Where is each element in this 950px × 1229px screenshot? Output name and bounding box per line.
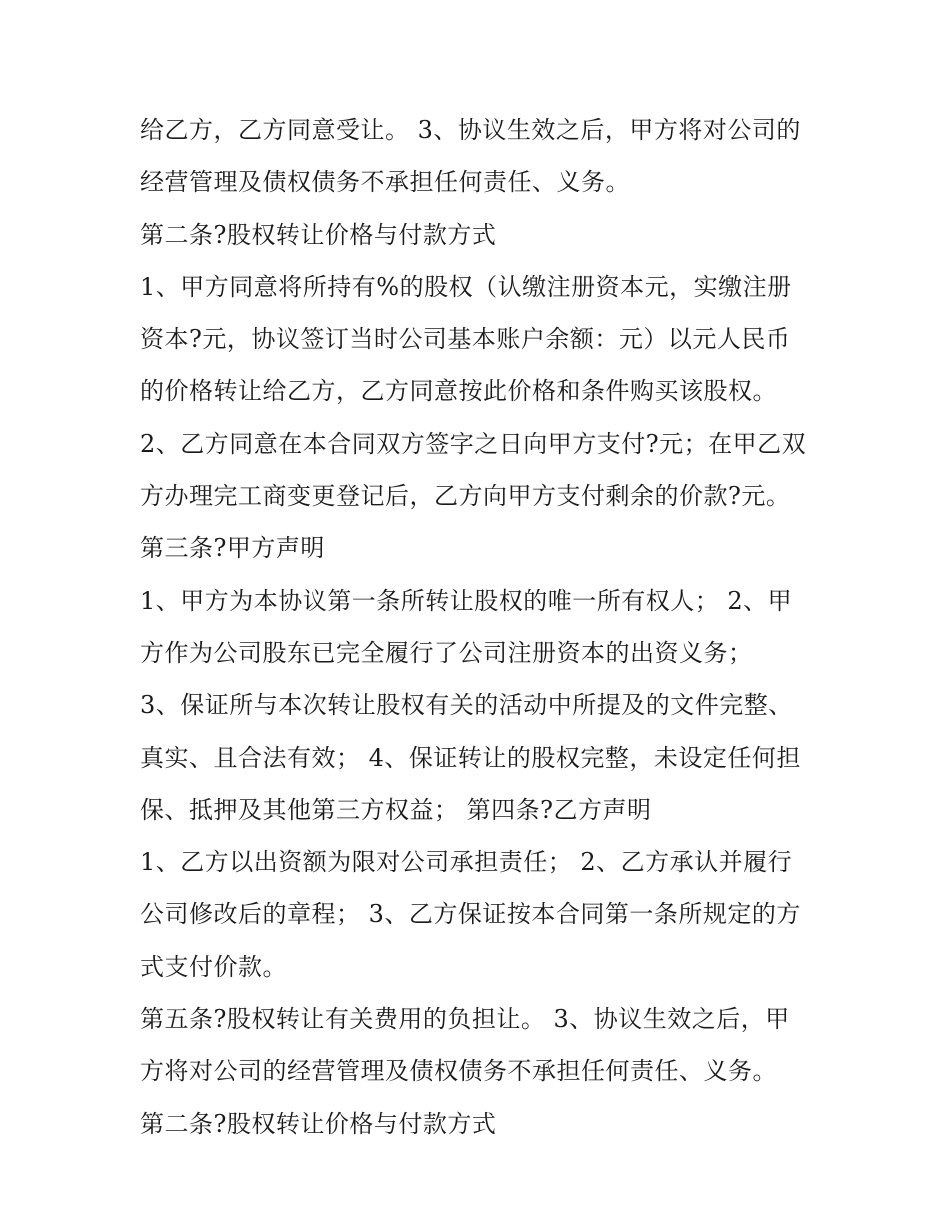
document-body <box>140 104 820 1150</box>
section-heading: 第三条?甲方声明 <box>140 534 325 563</box>
section-heading: 第二条?股权转让价格与付款方式 <box>140 1109 497 1138</box>
text-line: 给乙方，乙方同意受让。 3、协议生效之后，甲方将对公司的 <box>140 116 801 144</box>
text-line: 1、甲方为本协议第一条所转让股权的唯一所有权人； 2、甲 <box>140 586 793 615</box>
text-line: 式支付价款。 <box>140 952 287 981</box>
text-line: 1、乙方以出资额为限对公司承担责任； 2、乙方承认并履行 <box>140 848 793 877</box>
text-line: 公司修改后的章程； 3、乙方保证按本合同第一条所规定的方 <box>140 900 801 929</box>
text-line: 方作为公司股东已完全履行了公司注册资本的出资义务； <box>140 638 753 667</box>
text-line: 2、乙方同意在本合同双方签字之日向甲方支付?元；在甲乙双 <box>140 429 807 458</box>
text-line: 资本?元，协议签订当时公司基本账户余额：元）以元人民币 <box>140 325 791 354</box>
section-heading: 第五条?股权转让有关费用的负担让。 3、协议生效之后，甲 <box>140 1005 790 1034</box>
text-line: 1、甲方同意将所持有%的股权（认缴注册资本元，实缴注册 <box>140 272 792 301</box>
text-line: 经营管理及债权债务不承担任何责任、义务。 <box>140 168 630 197</box>
text-line: 保、抵押及其他第三方权益； 第四条?乙方声明 <box>140 795 652 824</box>
text-line: 的价格转让给乙方，乙方同意按此价格和条件购买该股权。 <box>140 377 777 406</box>
text-line: 方办理完工商变更登记后，乙方向甲方支付剩余的价款?元。 <box>140 482 791 511</box>
section-heading: 第二条?股权转让价格与付款方式 <box>140 220 497 249</box>
text-line: 3、保证所与本次转让股权有关的活动中所提及的文件完整、 <box>140 691 793 720</box>
text-line: 真实、且合法有效； 4、保证转让的股权完整，未设定任何担 <box>140 743 801 772</box>
text-line: 方将对公司的经营管理及债权债务不承担任何责任、义务。 <box>140 1057 777 1086</box>
